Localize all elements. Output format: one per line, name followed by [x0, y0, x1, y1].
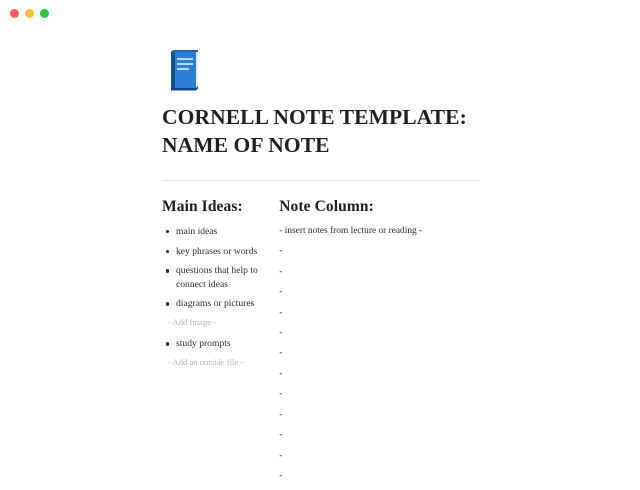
note-line[interactable]: - — [279, 368, 283, 379]
note-line[interactable]: - insert notes from lecture or reading - — [279, 226, 423, 237]
document-content — [160, 48, 478, 490]
close-window-button[interactable] — [10, 9, 19, 18]
list-item[interactable]: main ideas — [162, 225, 279, 239]
blue-notebook-icon[interactable] — [165, 48, 205, 92]
note-line[interactable]: - — [279, 287, 283, 298]
note-line[interactable]: - — [279, 470, 283, 481]
note-line[interactable]: - — [279, 348, 283, 359]
main-ideas-list — [162, 225, 279, 311]
note-column — [279, 198, 478, 490]
minimize-window-button[interactable] — [25, 9, 34, 18]
maximize-window-button[interactable] — [40, 9, 49, 18]
note-line[interactable]: - — [279, 450, 283, 461]
main-ideas-column — [162, 198, 279, 490]
add-file-placeholder[interactable]: - Add an outside file - — [168, 356, 244, 367]
cornell-columns — [162, 198, 478, 490]
note-line[interactable]: - — [279, 266, 283, 277]
list-item[interactable]: key phrases or words — [162, 245, 279, 259]
note-line[interactable]: - — [279, 430, 283, 441]
note-line[interactable]: - — [279, 389, 283, 400]
list-item[interactable]: diagrams or pictures — [162, 297, 279, 311]
window-controls — [10, 9, 49, 18]
document-page — [0, 48, 640, 490]
title-divider — [162, 180, 480, 181]
note-line[interactable]: - — [279, 409, 283, 420]
note-line[interactable]: - — [279, 307, 283, 318]
add-image-placeholder[interactable]: - Add Image - — [168, 317, 216, 328]
main-ideas-list-bottom — [162, 337, 279, 351]
note-column-heading: Note Column: — [279, 198, 374, 216]
page-title: CORNELL NOTE TEMPLATE: NAME OF NOTE — [162, 105, 467, 157]
window-titlebar — [0, 0, 640, 26]
note-line[interactable]: - — [279, 246, 283, 257]
list-item[interactable]: questions that help to connect ideas — [162, 264, 279, 291]
list-item[interactable]: study prompts — [162, 337, 279, 351]
note-line[interactable]: - — [279, 328, 283, 339]
main-ideas-heading: Main Ideas: — [162, 198, 243, 216]
